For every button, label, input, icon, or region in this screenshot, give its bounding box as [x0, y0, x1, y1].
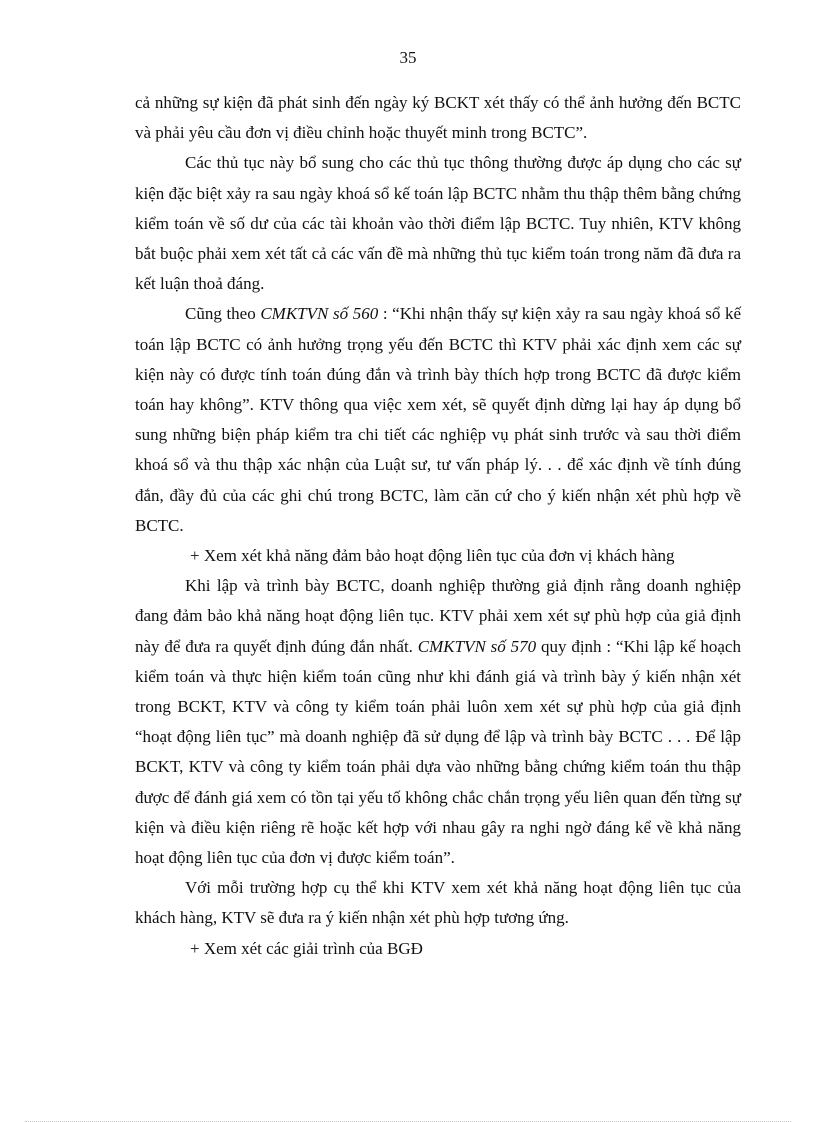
paragraph-standard-570 — [135, 571, 741, 873]
paragraph-client-cases: Với mỗi trường hợp cụ thể khi KTV xem xét khả năng hoạt động liên tục của khách hàng, KTV sẽ đưa ra ý kiến nhận xét phù hợp tương ứng. — [135, 878, 741, 928]
document-body — [135, 88, 741, 964]
standard-reference-570: CMKTVN số 570 — [417, 636, 537, 656]
paragraph-standard-560-lead: Cũng theo — [185, 304, 261, 324]
paragraph-standard-570-lead: Khi lập và trình bày BCTC, doanh nghiệp thường giả định rằng doanh nghiệp đang đảm bảo khả năng hoạt động liên tục. KTV phải xem xét sự phù hợp của giả định này để đưa ra quyết định đúng đắn nhất. — [135, 576, 741, 656]
paragraph-procedures: Các thủ tục này bổ sung cho các thủ tục thông thường được áp dụng cho các sự kiện đặc biệt xảy ra sau ngày khoá sổ kế toán lập BCTC nhằm thu thập thêm bằng chứng kiểm toán về số dư của các tài khoản vào thời điểm lập BCTC. Tuy nhiên, KTV không bắt buộc phải xem xét tất cả các vấn đề mà những thủ tục kiểm toán trong năm đã đưa ra kết luận thoả đáng. — [135, 153, 741, 294]
bullet-management-representations: + Xem xét các giải trình của BGĐ — [190, 938, 423, 958]
bullet-going-concern: + Xem xét khả năng đảm bảo hoạt động liên tục của đơn vị khách hàng — [190, 546, 675, 566]
paragraph-standard-570-body: quy định : “Khi lập kế hoạch kiểm toán và thực hiện kiểm toán cũng như khi đánh giá và trình bày ý kiến nhận xét trong BCKT, KTV và công ty kiểm toán phải luôn xem xét sự phù hợp của giả định “hoạt động liên tục” mà doanh nghiệp đã sử dụng để lập và trình bày BCTC . . . Để lập BCKT, KTV và công ty kiểm toán phải dựa vào những bằng chứng kiểm toán thu thập được để đánh giá xem có tồn tại yếu tố không chắc chắn trọng yếu liên quan đến từng sự kiện và điều kiện riêng rẽ hoặc kết hợp với nhau gây ra nghi ngờ đáng kể về khả năng hoạt động liên tục của đơn vị được kiểm toán”. — [135, 636, 741, 868]
page-bottom-divider — [25, 1121, 791, 1122]
page-number: 35 — [399, 48, 417, 67]
paragraph-continuation: cả những sự kiện đã phát sinh đến ngày ký BCKT xét thấy có thể ảnh hưởng đến BCTC và phải yêu cầu đơn vị điều chỉnh hoặc thuyết minh trong BCTC”. — [135, 93, 741, 143]
paragraph-standard-560 — [135, 299, 741, 541]
standard-reference-560: CMKTVN số 560 — [260, 304, 379, 324]
paragraph-standard-560-body: : “Khi nhận thấy sự kiện xảy ra sau ngày khoá sổ kế toán lập BCTC có ảnh hưởng trọng yếu đến BCTC thì KTV phải xác định xem các sự kiện này có được tính toán đúng đắn và trình bày thích hợp trong BCTC đã được kiểm toán hay không”. KTV thông qua việc xem xét, sẽ quyết định dừng lại hay áp dụng bổ sung những biện pháp kiểm tra chi tiết các nghiệp vụ phát sinh trước và sau thời điểm khoá sổ và thu thập xác nhận của Luật sư, tư vấn pháp lý. . . để xác định về tính đúng đắn, đầy đủ của các ghi chú trong BCTC, làm căn cứ cho ý kiến nhận xét phù hợp về BCTC. — [135, 304, 741, 535]
